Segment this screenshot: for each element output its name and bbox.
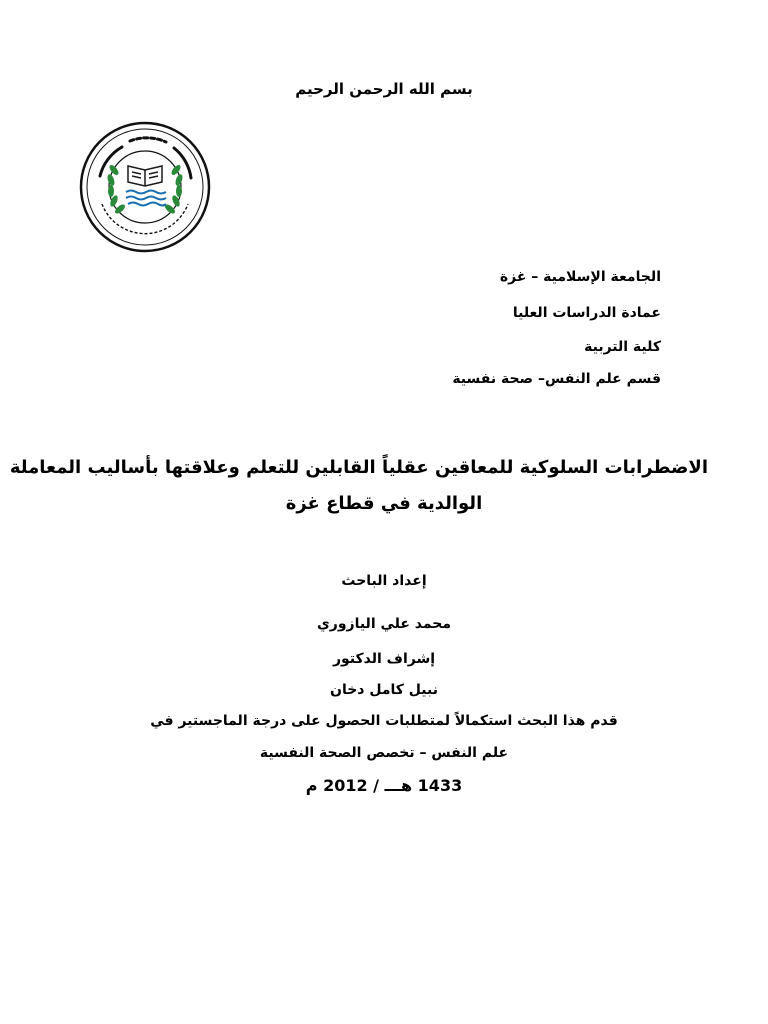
- thesis-title-line-2: الوالدية في قطاع غزة: [285, 493, 483, 514]
- submission-statement-line-2: علم النفس – تخصص الصحة النفسية: [259, 745, 509, 761]
- deanship-name: عمادة الدراسات العليا: [512, 305, 661, 321]
- supervisor-name: نبيل كامل دخان: [330, 682, 438, 698]
- university-name: الجامعة الإسلامية – غزة: [499, 269, 661, 285]
- researcher-name: محمد علي اليازوري: [316, 616, 452, 632]
- thesis-title-line-1: الاضطرابات السلوكية للمعاقين عقلياً القابلين للتعلم وعلاقتها بأساليب المعاملة: [9, 457, 708, 478]
- submission-year: 1433 هـــ / 2012 م: [305, 776, 463, 795]
- submission-statement-line-1: قدم هذا البحث استكمالاً لمتطلبات الحصول على درجة الماجستير في: [150, 713, 618, 729]
- faculty-name: كلية التربية: [584, 339, 661, 355]
- university-logo: [78, 120, 212, 254]
- prepared-by-label: إعداد الباحث: [341, 573, 427, 589]
- supervisor-label: إشراف الدكتور: [332, 651, 436, 667]
- basmala: بسم الله الرحمن الرحيم: [295, 80, 473, 98]
- department-name: قسم علم النفس– صحة نفسية: [452, 371, 661, 387]
